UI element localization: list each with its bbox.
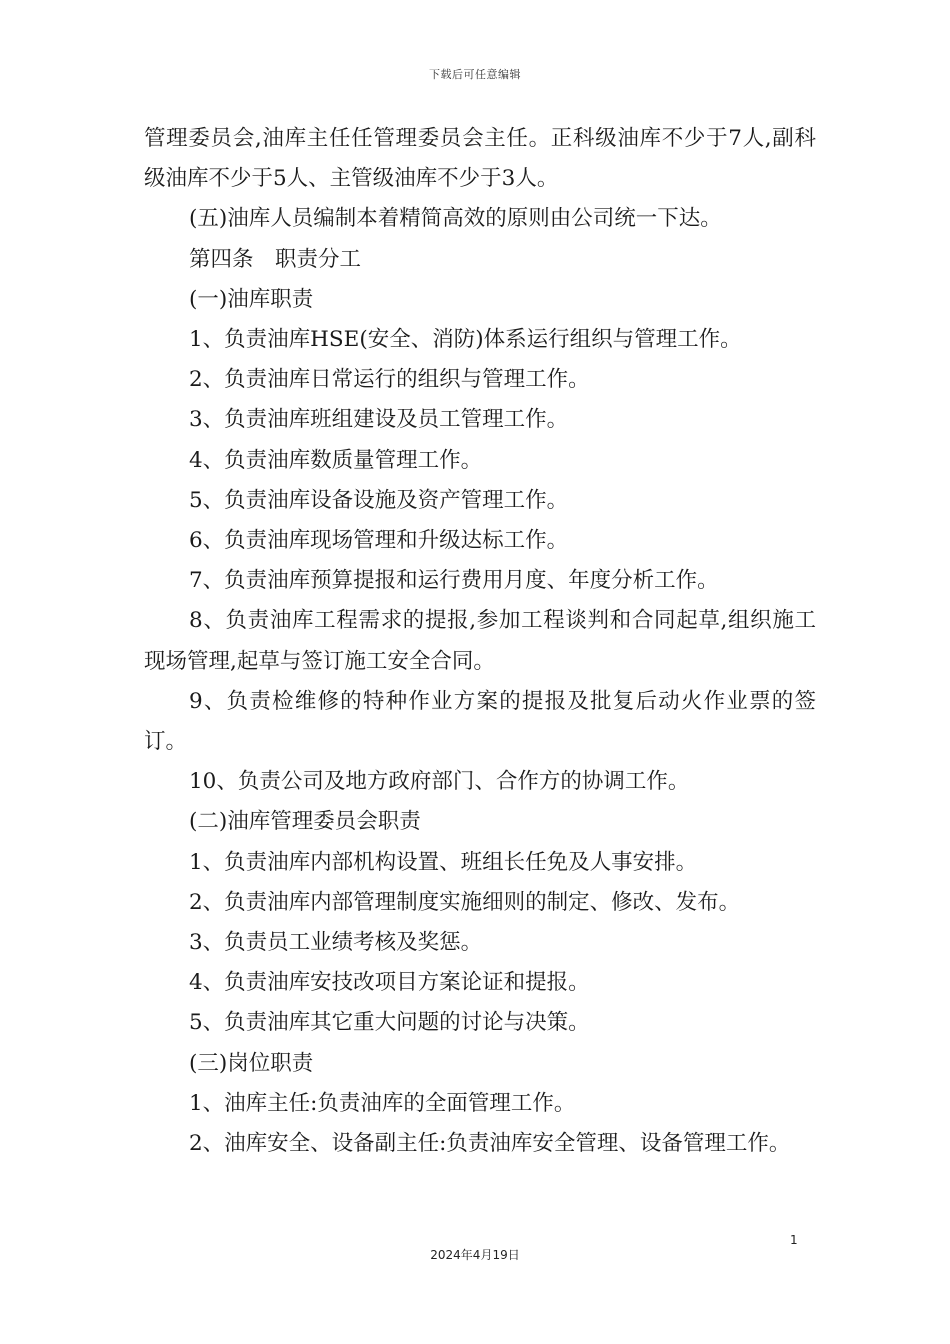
paragraph: 4、负责油库安技改项目方案论证和提报。 <box>189 970 590 996</box>
paragraph: 9、负责检维修的特种作业方案的提报及批复后动火作业票的签订。 <box>144 688 816 755</box>
paragraph: 8、负责油库工程需求的提报,参加工程谈判和合同起草,组织施工现场管理,起草与签订施工安全合同。 <box>144 608 816 674</box>
paragraph: (三)岗位职责 <box>189 1050 314 1076</box>
paragraph: 1、油库主任:负责油库的全面管理工作。 <box>189 1090 576 1116</box>
paragraph: (二)油库管理委员会职责 <box>189 809 421 835</box>
paragraph: 7、负责油库预算提报和运行费用月度、年度分析工作。 <box>189 568 719 594</box>
paragraph: 1、负责油库HSE(安全、消防)体系运行组织与管理工作。 <box>189 327 742 353</box>
paragraph: 4、负责油库数质量管理工作。 <box>189 447 483 473</box>
paragraph: 3、负责员工业绩考核及奖惩。 <box>189 930 483 956</box>
paragraph: 管理委员会,油库主任任管理委员会主任。正科级油库不少于7人,副科级油库不少于5人、主管级油库不少于3人。 <box>144 126 816 192</box>
paragraph: 6、负责油库现场管理和升级达标工作。 <box>189 528 569 554</box>
paragraph: 10、负责公司及地方政府部门、合作方的协调工作。 <box>189 769 690 795</box>
paragraph: 第四条 职责分工 <box>189 246 362 272</box>
paragraph: (一)油库职责 <box>189 286 314 312</box>
paragraph: 1、负责油库内部机构设置、班组长任免及人事安排。 <box>189 849 698 875</box>
paragraph: (五)油库人员编制本着精简高效的原则由公司统一下达。 <box>189 206 722 232</box>
paragraph: 2、油库安全、设备副主任:负责油库安全管理、设备管理工作。 <box>189 1131 791 1157</box>
document-body <box>144 119 816 1164</box>
paragraph: 5、负责油库设备设施及资产管理工作。 <box>189 487 569 513</box>
paragraph: 5、负责油库其它重大问题的讨论与决策。 <box>189 1010 590 1036</box>
page-number: 1 <box>790 1233 798 1247</box>
footer-date: 2024年4月19日 <box>430 1248 520 1262</box>
page-header: 下载后可任意编辑 <box>429 68 521 81</box>
paragraph: 3、负责油库班组建设及员工管理工作。 <box>189 407 569 433</box>
paragraph: 2、负责油库日常运行的组织与管理工作。 <box>189 367 590 393</box>
paragraph: 2、负责油库内部管理制度实施细则的制定、修改、发布。 <box>189 889 741 915</box>
